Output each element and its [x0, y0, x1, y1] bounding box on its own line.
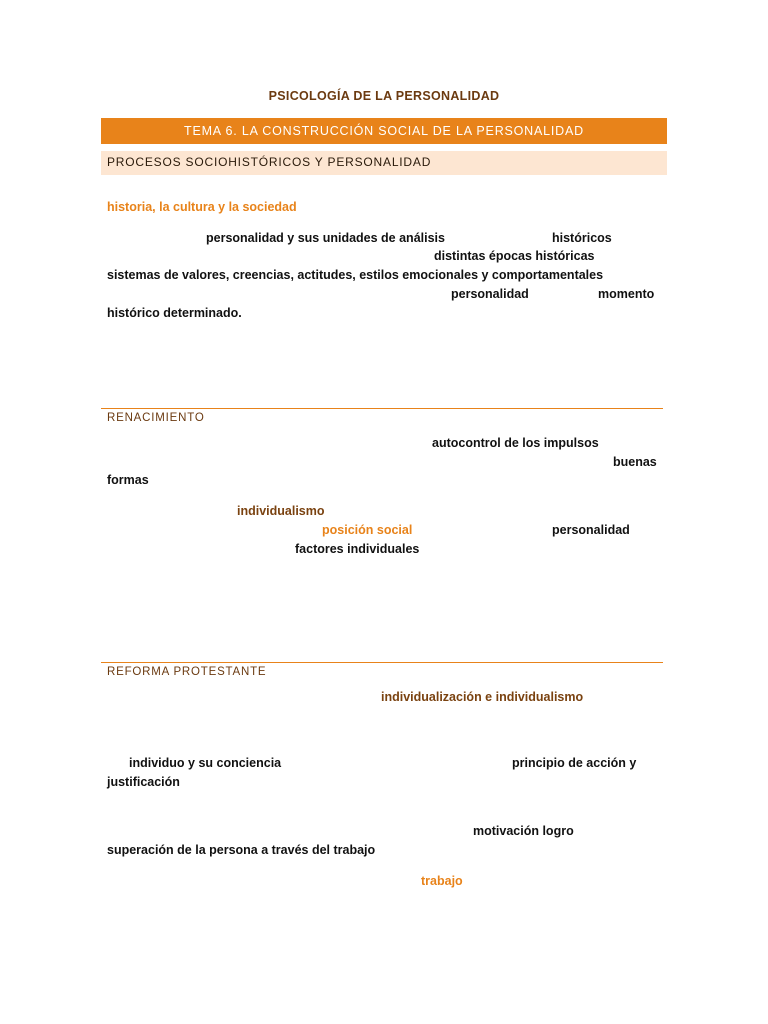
section-divider [101, 408, 663, 409]
intro-fragment: históricos [552, 231, 612, 245]
section-heading-text: PROCESOS SOCIOHISTÓRICOS Y PERSONALIDAD [107, 155, 432, 169]
renacimiento-fragment: personalidad [552, 523, 630, 537]
section-divider [101, 662, 663, 663]
reforma-fragment: justificación [107, 775, 180, 789]
renacimiento-fragment: buenas [613, 455, 657, 469]
intro-fragment: personalidad [451, 287, 529, 301]
reforma-fragment: superación de la persona a través del trabajo [107, 843, 376, 857]
reforma-fragment: motivación logro [473, 824, 574, 838]
renacimiento-title: RENACIMIENTO [107, 412, 205, 424]
renacimiento-fragment: factores individuales [295, 542, 420, 556]
reforma-fragment: individualización e individualismo [381, 690, 584, 704]
intro-fragment: momento [598, 287, 655, 301]
intro-fragment: distintas épocas históricas [434, 249, 595, 263]
renacimiento-fragment: posición social [322, 523, 413, 537]
renacimiento-fragment: autocontrol de los impulsos [432, 436, 599, 450]
intro-highlight: historia, la cultura y la sociedad [107, 200, 297, 214]
intro-fragment: sistemas de valores, creencias, actitudes, estilos emocionales y comportamentales [107, 268, 604, 282]
intro-fragment: histórico determinado. [107, 306, 242, 320]
reforma-fragment: individuo y su conciencia [129, 756, 282, 770]
document-title: PSICOLOGÍA DE LA PERSONALIDAD [268, 89, 500, 103]
section-heading-bar [101, 151, 667, 175]
intro-fragment: personalidad y sus unidades de análisis [206, 231, 445, 245]
reforma-title: REFORMA PROTESTANTE [107, 666, 267, 678]
renacimiento-fragment: formas [107, 473, 149, 487]
tema-heading-bar: TEMA 6. LA CONSTRUCCIÓN SOCIAL DE LA PERSONALIDAD [101, 118, 667, 144]
reforma-fragment: trabajo [421, 874, 463, 888]
renacimiento-fragment: individualismo [237, 504, 325, 518]
reforma-fragment: principio de acción y [512, 756, 637, 770]
